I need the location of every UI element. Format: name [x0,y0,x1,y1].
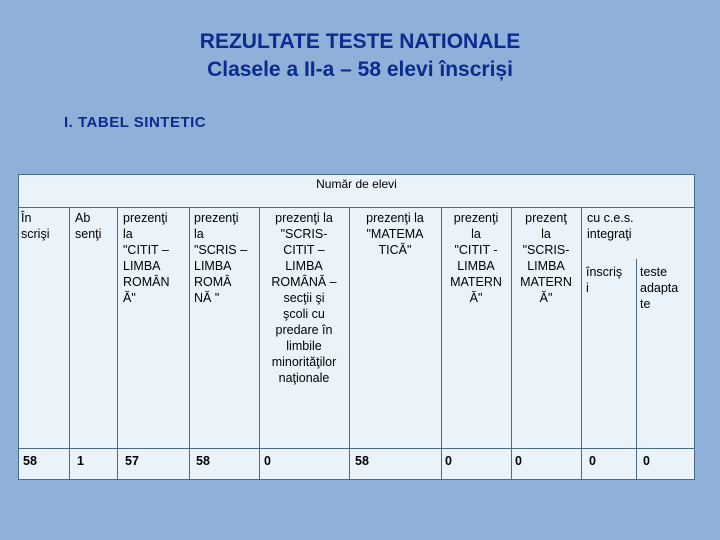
value-scris-romana: 58 [196,454,210,468]
value-teste-adaptate: 0 [643,454,650,468]
column-header-absenti: Ab senţi [75,211,102,241]
value-scris-citit-minoritati: 0 [264,454,271,468]
group-header: Număr de elevi [316,177,397,191]
column-header-inscrisi: În scrişi [21,211,50,241]
column-header-matematica: prezenţi la "MATEMA TICĂ" [366,211,424,257]
column-divider [69,208,70,479]
value-citit-romana: 57 [125,454,139,468]
column-header-ces-integrati: cu c.e.s. integraţi [587,211,634,241]
column-divider [189,208,190,479]
column-divider [636,259,637,479]
summary-table [18,174,695,480]
value-inscrisi: 58 [23,454,37,468]
column-divider [117,208,118,479]
page-title: REZULTATE TESTE NATIONALE [199,30,521,53]
value-scris-materna: 0 [515,454,522,468]
column-header-citit-materna: prezenţi la "CITIT - LIMBA MATERN Ă" [450,211,502,305]
row-divider [19,448,694,449]
column-header-scris-citit-minoritati: prezenţi la "SCRIS- CITIT – LIMBA ROMÂNĂ – secţii şi şcoli cu predare în limbile minorităţilor naţionale [271,211,337,385]
column-header-scris-romana: prezenţi la "SCRIS – LIMBA ROMÂ NĂ " [194,211,248,305]
value-citit-materna: 0 [445,454,452,468]
column-header-citit-romana: prezenţi la "CITIT – LIMBA ROMÂN Ă" [123,211,170,305]
value-inscrisi-ces: 0 [589,454,596,468]
value-matematica: 58 [355,454,369,468]
page-subtitle: Clasele a II-a – 58 elevi înscriși [207,58,513,81]
section-title: I. TABEL SINTETIC [64,114,207,131]
column-divider [581,208,582,479]
column-header-teste-adaptate: teste adapta te [640,265,679,311]
header-divider [19,207,694,208]
column-header-inscrisi-ces: înscriş i [586,265,623,295]
value-absenti: 1 [77,454,84,468]
column-header-scris-materna: prezenţ la "SCRIS- LIMBA MATERN Ă" [520,211,572,305]
